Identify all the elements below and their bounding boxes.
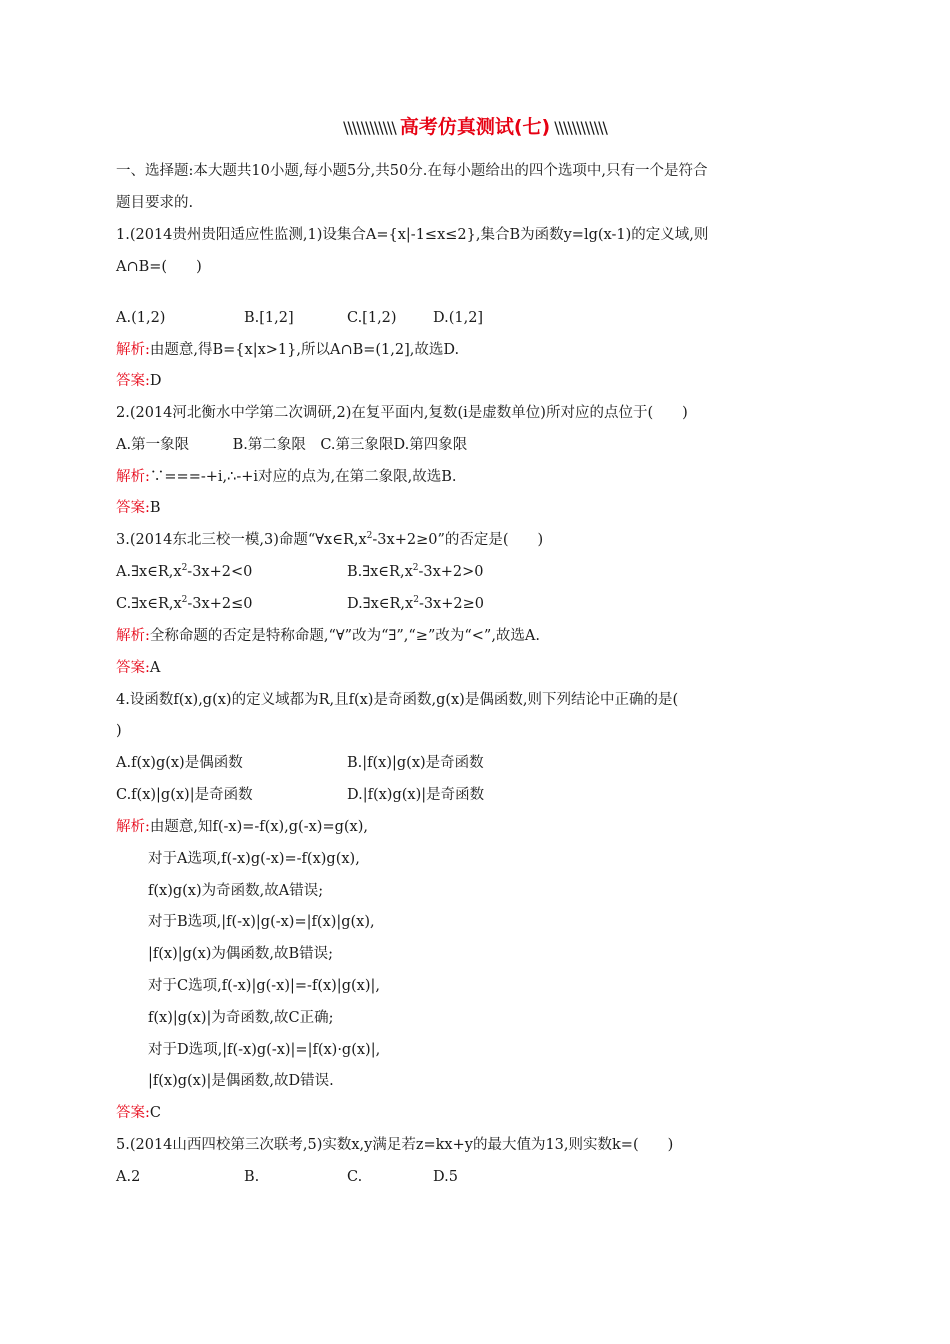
q4-answer xyxy=(116,1103,161,1123)
analysis-label: 解析: xyxy=(116,628,150,644)
q2-stem: 2.(2014河北衡水中学第二次调研,2)在复平面内,复数(i是虚数单位)所对应的点位于( ) xyxy=(116,405,688,421)
q2-options: A.第一象限 B.第二象限 C.第三象限D.第四象限 xyxy=(116,437,468,453)
q4-step-7: 对于D选项,|f(-x)g(-x)|=|f(x)·g(x)|, xyxy=(148,1042,381,1058)
q2-answer-value: B xyxy=(149,500,161,516)
q4-step-2: f(x)g(x)为奇函数,故A错误; xyxy=(148,883,324,899)
q5-option-c: C. xyxy=(347,1169,363,1185)
intro-line-1: 一、选择题:本大题共10小题,每小题5分,共50分.在每小题给出的四个选项中,只有一个是符合 xyxy=(116,163,708,179)
q1-stem-line-2: A∩B=( ) xyxy=(116,259,202,275)
answer-label: 答案: xyxy=(116,1105,150,1121)
q3-stem: 3.(2014东北三校一模,3)命题“$\forall x\in R,x^2-3x+2\ge 0$”的否定是( ) xyxy=(116,531,544,548)
title-right-decoration: \\\\\\\\\\\\ xyxy=(554,118,607,137)
q1-answer xyxy=(116,371,162,391)
analysis-label: 解析: xyxy=(116,469,150,485)
q3-answer-value: A xyxy=(149,660,161,676)
q2-analysis xyxy=(116,467,457,487)
q4-stem-line-1: 4.设函数f(x),g(x)的定义域都为R,且f(x)是奇函数,g(x)是偶函数,则下列结论中正确的是( xyxy=(116,692,679,708)
q3-option-a: $A.\exists x\in R,x^2-3x+2<0$ xyxy=(116,563,253,580)
q2-analysis-text: ∵===-+i,∴-+i对应的点为,在第二象限,故选B. xyxy=(149,469,457,485)
q5-option-b: B. xyxy=(244,1169,260,1185)
intro-line-2: 题目要求的. xyxy=(116,195,194,211)
answer-label: 答案: xyxy=(116,660,150,676)
q1-option-c: C.[1,2) xyxy=(347,310,397,326)
page-title xyxy=(0,112,950,139)
q1-option-a: A.(1,2) xyxy=(116,310,166,326)
q4-analysis xyxy=(116,817,368,837)
title-text: 高考仿真测试(七) xyxy=(399,116,551,138)
q5-option-d: D.5 xyxy=(433,1169,458,1185)
q5-option-a: A.2 xyxy=(116,1169,141,1185)
answer-label: 答案: xyxy=(116,373,150,389)
q3-analysis xyxy=(116,626,540,646)
q5-stem: 5.(2014山西四校第三次联考,5)实数x,y满足若z=kx+y的最大值为13,则实数k=( ) xyxy=(116,1137,674,1153)
title-left-decoration: \\\\\\\\\\\\ xyxy=(343,118,396,137)
answer-label: 答案: xyxy=(116,500,150,516)
q1-analysis-text: 由题意,得B={x|x>1},所以A∩B=(1,2],故选D. xyxy=(149,342,460,358)
q4-step-5: 对于C选项,f(-x)|g(-x)|=-f(x)|g(x)|, xyxy=(148,978,380,994)
q2-answer xyxy=(116,498,161,518)
q4-option-d: D.|f(x)g(x)|是奇函数 xyxy=(347,787,485,803)
analysis-label: 解析: xyxy=(116,819,150,835)
q4-step-8: |f(x)g(x)|是偶函数,故D错误. xyxy=(148,1073,334,1089)
q4-step-4: |f(x)|g(x)为偶函数,故B错误; xyxy=(148,946,334,962)
q1-option-d: D.(1,2] xyxy=(433,310,484,326)
q3-answer xyxy=(116,658,160,678)
q3-option-b: $B.\exists x\in R,x^2-3x+2>0$ xyxy=(347,563,484,580)
q4-step-3: 对于B选项,|f(-x)|g(-x)=|f(x)|g(x), xyxy=(148,914,375,930)
q4-option-b: B.|f(x)|g(x)是奇函数 xyxy=(347,755,484,771)
q3-option-d: $D.\exists x\in R,x^2-3x+2\ge 0$ xyxy=(347,595,484,612)
q4-analysis-text: 由题意,知f(-x)=-f(x),g(-x)=g(x), xyxy=(149,819,368,835)
q4-option-c: C.f(x)|g(x)|是奇函数 xyxy=(116,787,253,803)
q1-answer-value: D xyxy=(149,373,162,389)
q4-step-1: 对于A选项,f(-x)g(-x)=-f(x)g(x), xyxy=(148,851,360,867)
q1-analysis xyxy=(116,340,459,360)
q4-step-6: f(x)|g(x)|为奇函数,故C正确; xyxy=(148,1010,334,1026)
q3-analysis-text: 全称命题的否定是特称命题,“∀”改为“∃”,“≥”改为“<”,故选A. xyxy=(149,628,541,644)
analysis-label: 解析: xyxy=(116,342,150,358)
q3-option-c: $C.\exists x\in R,x^2-3x+2\le 0$ xyxy=(116,595,253,612)
q4-answer-value: C xyxy=(149,1105,161,1121)
q1-option-b: B.[1,2] xyxy=(244,310,294,326)
q4-option-a: A.f(x)g(x)是偶函数 xyxy=(116,755,243,771)
q4-stem-line-2: ) xyxy=(116,723,122,739)
q1-stem-line-1: 1.(2014贵州贵阳适应性监测,1)设集合A={x|-1≤x≤2},集合B为函数y=lg(x-1)的定义域,则 xyxy=(116,227,709,243)
